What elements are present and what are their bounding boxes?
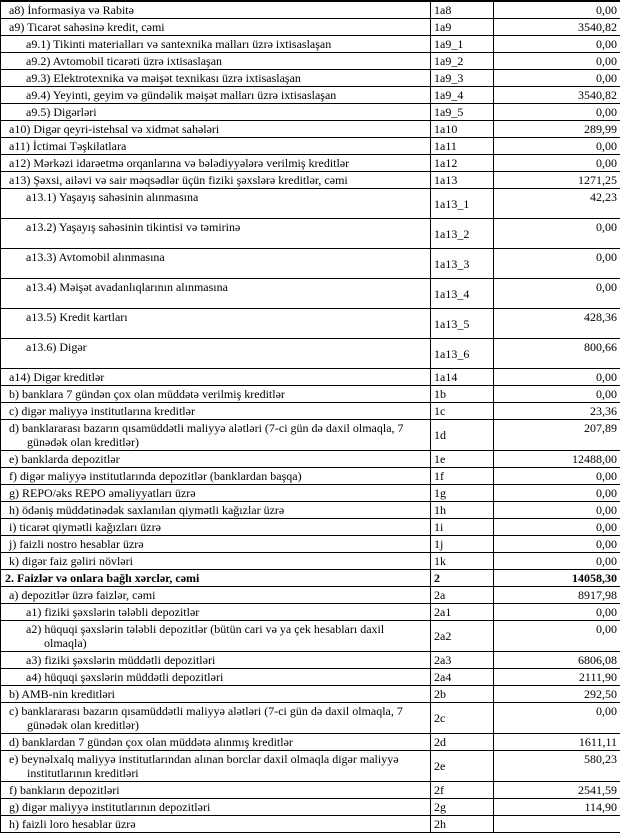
row-value-cell: 2111,90 (494, 669, 620, 686)
table-row (1, 189, 620, 219)
row-value-cell: 0,00 (494, 621, 620, 652)
row-value-cell: 0,00 (494, 138, 620, 155)
table-row (1, 686, 620, 703)
row-label-cell: a13.5) Kredit kartları (1, 309, 431, 339)
table-row (1, 451, 620, 468)
table-row (1, 502, 620, 519)
row-value-cell: 2541,59 (494, 782, 620, 799)
row-label-cell: a4) hüquqi şəxslərin müddətli depozitləri (1, 669, 431, 686)
row-value-cell: 292,50 (494, 686, 620, 703)
row-value-cell: 0,00 (494, 70, 620, 87)
table-row (1, 799, 620, 816)
row-code-cell: 1j (431, 536, 494, 553)
table-row (1, 70, 620, 87)
row-label-cell: b) banklara 7 gündən çox olan müddətə verilmiş kreditlər (1, 386, 431, 403)
row-value-cell: 0,00 (494, 36, 620, 53)
row-label-cell: a9.2) Avtomobil ticarəti üzrə ixtisaslaşan (1, 53, 431, 70)
row-code-cell: 1a9 (431, 19, 494, 36)
report-table-body (1, 1, 620, 833)
row-code-cell: 1a13_2 (431, 219, 494, 249)
row-code-cell: 1i (431, 519, 494, 536)
table-row (1, 669, 620, 686)
row-label-cell: f) bankların depozitləri (1, 782, 431, 799)
row-value-cell: 1271,25 (494, 172, 620, 189)
row-value-cell: 0,00 (494, 249, 620, 279)
row-value-cell: 23,36 (494, 403, 620, 420)
table-row (1, 621, 620, 652)
row-label-cell: f) digər maliyyə institutlarında depozitlər (banklardan başqa) (1, 468, 431, 485)
row-code-cell: 2d (431, 734, 494, 751)
row-code-cell: 2a (431, 587, 494, 604)
row-code-cell: 1b (431, 386, 494, 403)
row-label-cell: a8) İnformasiya və Rabitə (1, 1, 431, 19)
row-code-cell: 2b (431, 686, 494, 703)
row-label-cell: g) digər maliyyə institutlarının depozitləri (1, 799, 431, 816)
row-code-cell: 1a8 (431, 1, 494, 19)
table-row (1, 734, 620, 751)
row-value-cell: 0,00 (494, 155, 620, 172)
table-row (1, 751, 620, 782)
row-code-cell: 2f (431, 782, 494, 799)
row-code-cell: 2a4 (431, 669, 494, 686)
table-row (1, 249, 620, 279)
row-label-cell: a13.6) Digər (1, 339, 431, 369)
table-row (1, 138, 620, 155)
table-row (1, 1, 620, 19)
table-row (1, 36, 620, 53)
table-row (1, 420, 620, 451)
row-code-cell: 1a9_3 (431, 70, 494, 87)
row-code-cell: 1a10 (431, 121, 494, 138)
row-value-cell: 0,00 (494, 485, 620, 502)
row-label-cell: k) digər faiz gəliri növləri (1, 553, 431, 570)
row-label-cell: e) banklarda depozitlər (1, 451, 431, 468)
table-row (1, 553, 620, 570)
row-label-cell: a9.3) Elektrotexnika və məişət texnikası üzrə ixtisaslaşan (1, 70, 431, 87)
row-code-cell: 1a13_4 (431, 279, 494, 309)
row-code-cell: 1a13_1 (431, 189, 494, 219)
row-value-cell: 42,23 (494, 189, 620, 219)
row-label-cell: h) ödəniş müddətinədək saxlanılan qiymətli kağızlar üzrə (1, 502, 431, 519)
row-code-cell: 1a13_6 (431, 339, 494, 369)
row-label-cell: e) beynəlxalq maliyyə institutlarından alınan borclar daxil olmaqla digər maliyyə institutlarının kreditləri (1, 751, 431, 782)
row-code-cell: 1e (431, 451, 494, 468)
row-value-cell: 1611,11 (494, 734, 620, 751)
row-code-cell: 1k (431, 553, 494, 570)
row-label-cell: a) depozitlər üzrə faizlər, cəmi (1, 587, 431, 604)
row-label-cell: a13.2) Yaşayış sahəsinin tikintisi və təmirinə (1, 219, 431, 249)
row-value-cell: 0,00 (494, 104, 620, 121)
table-row (1, 570, 620, 587)
table-row (1, 219, 620, 249)
row-value-cell: 0,00 (494, 502, 620, 519)
row-code-cell: 1f (431, 468, 494, 485)
row-label-cell: d) banklardan 7 gündən çox olan müddətə alınmış kreditlər (1, 734, 431, 751)
table-row (1, 816, 620, 833)
row-code-cell: 1a9_2 (431, 53, 494, 70)
row-value-cell: 428,36 (494, 309, 620, 339)
row-label-cell: a2) hüquqi şəxslərin tələbli depozitlər (bütün cari və ya çek hesabları daxil olmaqla) (1, 621, 431, 652)
row-label-cell: a9.5) Digərləri (1, 104, 431, 121)
table-row (1, 519, 620, 536)
table-row (1, 339, 620, 369)
table-row (1, 536, 620, 553)
table-row (1, 485, 620, 502)
row-code-cell: 2h (431, 816, 494, 833)
table-row (1, 468, 620, 485)
row-label-cell: a13) Şəxsi, ailəvi və sair məqsədlər üçün fiziki şəxslərə kreditlər, cəmi (1, 172, 431, 189)
row-value-cell: 0,00 (494, 519, 620, 536)
table-row (1, 652, 620, 669)
row-label-cell: a1) fiziki şəxslərin tələbli depozitlər (1, 604, 431, 621)
row-value-cell: 0,00 (494, 53, 620, 70)
row-label-cell: a9.1) Tikinti materialları və santexnika malları üzrə ixtisaslaşan (1, 36, 431, 53)
row-code-cell: 1g (431, 485, 494, 502)
row-label-cell: g) REPO/əks REPO əməliyyatları üzrə (1, 485, 431, 502)
row-label-cell: b) AMB-nin kreditləri (1, 686, 431, 703)
table-row (1, 87, 620, 104)
row-value-cell: 207,89 (494, 420, 620, 451)
row-label-cell: c) banklararası bazarın qısamüddətli maliyyə alətləri (7-ci gün də daxil olmaqla, 7 günədək olan kreditlər) (1, 703, 431, 734)
row-code-cell: 1c (431, 403, 494, 420)
row-label-cell: a9.4) Yeyinti, geyim və gündəlik məişət malları üzrə ixtisaslaşan (1, 87, 431, 104)
row-value-cell: 0,00 (494, 604, 620, 621)
row-label-cell: a13.4) Məişət avadanlıqlarının alınmasına (1, 279, 431, 309)
row-value-cell: 0,00 (494, 553, 620, 570)
table-row (1, 703, 620, 734)
row-code-cell: 2a3 (431, 652, 494, 669)
row-code-cell: 1a14 (431, 369, 494, 386)
table-row (1, 309, 620, 339)
row-value-cell: 0,00 (494, 386, 620, 403)
row-value-cell: 0,00 (494, 468, 620, 485)
row-label-cell: i) ticarət qiymətli kağızları üzrə (1, 519, 431, 536)
row-code-cell: 1a12 (431, 155, 494, 172)
row-code-cell: 1a13_5 (431, 309, 494, 339)
row-value-cell: 289,99 (494, 121, 620, 138)
row-value-cell: 6806,08 (494, 652, 620, 669)
row-label-cell: j) faizli nostro hesablar üzrə (1, 536, 431, 553)
row-code-cell: 2e (431, 751, 494, 782)
table-row (1, 104, 620, 121)
row-label-cell: a13.3) Avtomobil alınmasına (1, 249, 431, 279)
row-code-cell: 1a13 (431, 172, 494, 189)
table-row (1, 172, 620, 189)
row-value-cell: 3540,82 (494, 87, 620, 104)
row-code-cell: 1a13_3 (431, 249, 494, 279)
row-code-cell: 1a9_1 (431, 36, 494, 53)
row-value-cell: 8917,98 (494, 587, 620, 604)
table-row (1, 386, 620, 403)
table-row (1, 587, 620, 604)
table-row (1, 53, 620, 70)
table-row (1, 369, 620, 386)
row-label-cell: a3) fiziki şəxslərin müddətli depozitləri (1, 652, 431, 669)
row-label-cell: a9) Ticarət sahəsinə kredit, cəmi (1, 19, 431, 36)
row-label-cell: d) banklararası bazarın qısamüddətli maliyyə alətləri (7-ci gün də daxil olmaqla, 7 günədək olan kreditlər) (1, 420, 431, 451)
row-value-cell: 0,00 (494, 536, 620, 553)
row-value-cell (494, 816, 620, 833)
table-row (1, 403, 620, 420)
row-value-cell: 580,23 (494, 751, 620, 782)
row-label-cell: c) digər maliyyə institutlarına kreditlər (1, 403, 431, 420)
table-row (1, 121, 620, 138)
row-value-cell: 0,00 (494, 703, 620, 734)
row-value-cell: 0,00 (494, 219, 620, 249)
row-code-cell: 2c (431, 703, 494, 734)
row-label-cell: a14) Digər kreditlər (1, 369, 431, 386)
row-code-cell: 2g (431, 799, 494, 816)
row-label-cell: h) faizli loro hesablar üzrə (1, 816, 431, 833)
row-code-cell: 1a9_5 (431, 104, 494, 121)
row-label-cell: a10) Digər qeyri-istehsal və xidmət sahələri (1, 121, 431, 138)
row-value-cell: 800,66 (494, 339, 620, 369)
row-code-cell: 1a11 (431, 138, 494, 155)
row-code-cell: 2a1 (431, 604, 494, 621)
row-label-cell: a12) Mərkəzi idarəetmə orqanlarına və bələdiyyələrə verilmiş kreditlər (1, 155, 431, 172)
row-label-cell: a13.1) Yaşayış sahəsinin alınmasına (1, 189, 431, 219)
row-label-cell: a11) İctimai Təşkilatlara (1, 138, 431, 155)
row-value-cell: 12488,00 (494, 451, 620, 468)
table-row (1, 19, 620, 36)
row-value-cell: 0,00 (494, 1, 620, 19)
row-code-cell: 2 (431, 570, 494, 587)
table-row (1, 604, 620, 621)
row-code-cell: 1d (431, 420, 494, 451)
table-row (1, 155, 620, 172)
row-code-cell: 1h (431, 502, 494, 519)
row-value-cell: 14058,30 (494, 570, 620, 587)
row-value-cell: 3540,82 (494, 19, 620, 36)
row-code-cell: 2a2 (431, 621, 494, 652)
row-value-cell: 114,90 (494, 799, 620, 816)
row-code-cell: 1a9_4 (431, 87, 494, 104)
row-label-cell: 2. Faizlər və onlara bağlı xərclər, cəmi (1, 570, 431, 587)
row-value-cell: 0,00 (494, 369, 620, 386)
table-row (1, 782, 620, 799)
row-value-cell: 0,00 (494, 279, 620, 309)
table-row (1, 279, 620, 309)
